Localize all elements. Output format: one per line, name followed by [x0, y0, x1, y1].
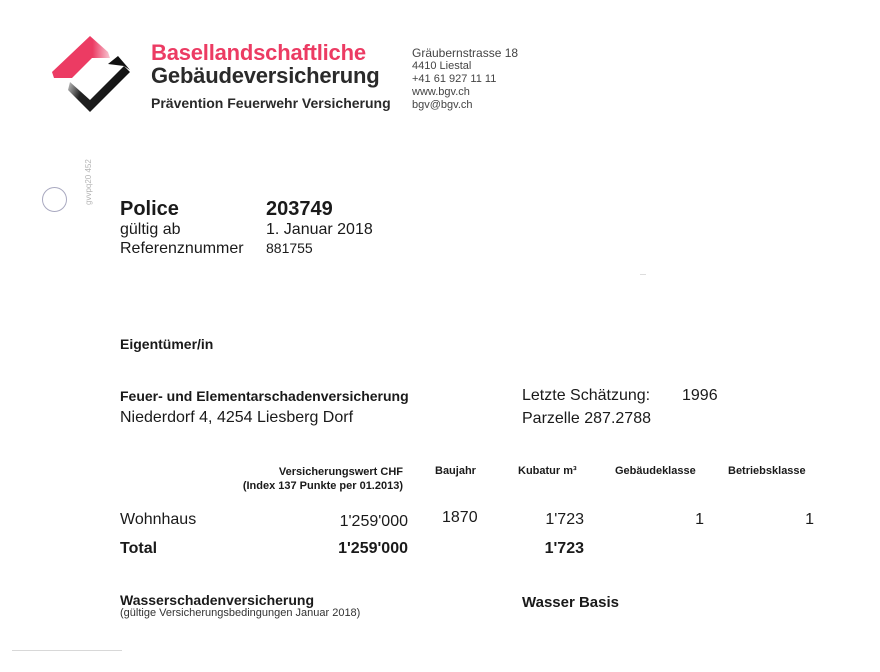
punch-hole-circle	[42, 187, 67, 212]
bgv-logo-icon	[52, 34, 132, 114]
brand-tagline: Prävention Feuerwehr Versicherung	[151, 95, 391, 111]
margin-code: gvvpq20 452	[84, 159, 93, 205]
scan-edge-line	[12, 650, 122, 651]
address-email: bgv@bgv.ch	[412, 99, 473, 111]
address-phone: +41 61 927 11 11	[412, 73, 497, 85]
parcel-number: Parzelle 287.2788	[522, 410, 651, 427]
company-address	[412, 47, 518, 112]
estimate-value: 1996	[682, 387, 718, 404]
valid-from-label: gültig ab	[120, 221, 181, 238]
valid-from-value: 1. Januar 2018	[266, 221, 373, 238]
property-address: Niederdorf 4, 4254 Liesberg Dorf	[120, 409, 354, 426]
row-volume: 1'723	[545, 511, 584, 528]
address-street: Gräubernstrasse 18	[412, 46, 519, 60]
reference-value: 881755	[266, 240, 313, 256]
header-volume: Kubatur m³	[518, 465, 577, 477]
header-insured-value-line1: Versicherungswert CHF	[278, 466, 403, 478]
header-insured-value-line2: (Index 137 Punkte per 01.2013)	[242, 480, 403, 492]
header-business-class: Betriebsklasse	[728, 465, 806, 477]
total-insured-value: 1'259'000	[338, 540, 408, 557]
fire-insurance-title: Feuer- und Elementarschadenversicherung	[120, 388, 409, 404]
header-insured-value	[243, 465, 403, 493]
water-insurance-subtitle: (gültige Versicherungsbedingungen Januar 2018)	[120, 607, 361, 619]
row-insured-value: 1'259'000	[339, 513, 408, 530]
row-building-name: Wohnhaus	[120, 511, 197, 528]
address-web: www.bgv.ch	[412, 86, 470, 98]
header-building-class: Gebäudeklasse	[615, 465, 696, 477]
scan-artifact	[640, 274, 646, 275]
owner-heading: Eigentümer/in	[120, 336, 214, 352]
total-volume: 1'723	[544, 540, 584, 557]
total-label: Total	[120, 540, 158, 557]
brand-name-line2: Gebäudeversicherung	[151, 63, 380, 88]
row-business-class: 1	[805, 511, 814, 528]
row-year: 1870	[442, 509, 478, 526]
address-city: 4410 Liestal	[412, 60, 472, 72]
reference-label: Referenznummer	[120, 240, 244, 257]
water-insurance-product: Wasser Basis	[522, 594, 620, 611]
police-label: Police	[120, 198, 179, 220]
row-building-class: 1	[695, 511, 704, 528]
police-number: 203749	[266, 198, 333, 220]
water-insurance-title: Wasserschadenversicherung	[120, 592, 315, 608]
header-year: Baujahr	[435, 465, 476, 477]
brand-name-line1: Basellandschaftliche	[151, 40, 366, 65]
estimate-label: Letzte Schätzung:	[522, 387, 651, 404]
